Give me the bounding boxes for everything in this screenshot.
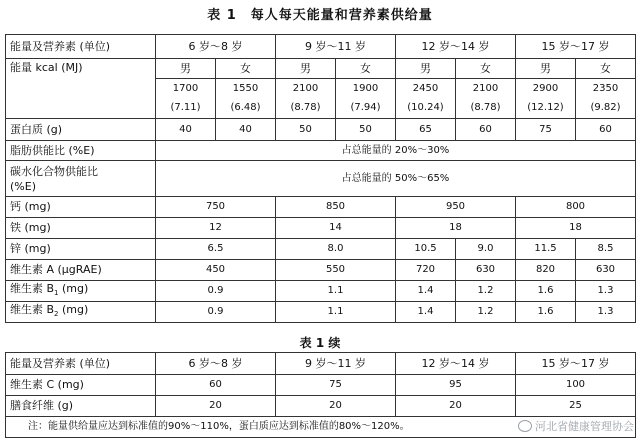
kcal-cell: 2900 bbox=[516, 79, 576, 99]
vitb1-cell: 1.6 bbox=[516, 281, 576, 302]
carb-label-line2: (%E) bbox=[10, 179, 36, 193]
sex-cell: 男 bbox=[276, 59, 336, 79]
protein-cell: 40 bbox=[156, 119, 216, 141]
fat-value: 占总能量的 20%～30% bbox=[156, 141, 636, 161]
vitb1-label bbox=[6, 281, 156, 302]
protein-label: 蛋白质 (g) bbox=[6, 119, 156, 141]
fiber-cell: 20 bbox=[396, 396, 516, 417]
sex-cell: 女 bbox=[576, 59, 636, 79]
zinc-cell: 6.5 bbox=[156, 239, 276, 260]
t2-age-group-3: 12 岁～14 岁 bbox=[396, 353, 516, 375]
wechat-icon bbox=[518, 420, 532, 432]
fiber-label: 膳食纤维 (g) bbox=[6, 396, 156, 417]
vitb2-cell: 1.2 bbox=[456, 302, 516, 323]
vita-row bbox=[6, 260, 636, 281]
vitb2-cell: 1.1 bbox=[276, 302, 396, 323]
header-row bbox=[6, 35, 636, 59]
vitb1-row bbox=[6, 281, 636, 302]
zinc-cell: 8.0 bbox=[276, 239, 396, 260]
kcal-cell: 2100 bbox=[456, 79, 516, 99]
age-group-1: 6 岁～8 岁 bbox=[156, 35, 276, 59]
vitb1-cell: 1.4 bbox=[396, 281, 456, 302]
energy-label: 能量 kcal (MJ) bbox=[6, 59, 156, 119]
sex-row bbox=[6, 59, 636, 79]
kcal-cell: 1900 bbox=[336, 79, 396, 99]
t2-header-row bbox=[6, 353, 636, 375]
carb-row bbox=[6, 161, 636, 197]
kcal-cell: 2450 bbox=[396, 79, 456, 99]
table-number: 表 1 bbox=[207, 8, 237, 23]
fat-label: 脂肪供能比 (%E) bbox=[6, 141, 156, 161]
vita-label: 维生素 A (μgRAE) bbox=[6, 260, 156, 281]
kcal-cell: 2350 bbox=[576, 79, 636, 99]
calcium-cell: 750 bbox=[156, 197, 276, 218]
watermark-text: 河北省健康管理协会 bbox=[535, 420, 634, 433]
calcium-label: 钙 (mg) bbox=[6, 197, 156, 218]
sex-cell: 女 bbox=[216, 59, 276, 79]
vitc-row bbox=[6, 375, 636, 396]
mj-cell: (10.24) bbox=[396, 99, 456, 119]
t2-header-label: 能量及营养素 (单位) bbox=[6, 353, 156, 375]
sex-cell: 男 bbox=[396, 59, 456, 79]
sex-cell: 男 bbox=[156, 59, 216, 79]
table-title-text: 每人每天能量和营养素供给量 bbox=[250, 8, 433, 23]
iron-cell: 14 bbox=[276, 218, 396, 239]
watermark bbox=[518, 418, 634, 434]
mj-cell: (8.78) bbox=[456, 99, 516, 119]
carb-label bbox=[6, 161, 156, 197]
sex-cell: 女 bbox=[336, 59, 396, 79]
mj-cell: (7.94) bbox=[336, 99, 396, 119]
vitb1-cell: 0.9 bbox=[156, 281, 276, 302]
protein-cell: 75 bbox=[516, 119, 576, 141]
table-continued-title: 表 1 续 bbox=[299, 336, 341, 350]
vitb2-label bbox=[6, 302, 156, 323]
calcium-cell: 800 bbox=[516, 197, 636, 218]
vitb2-cell: 1.3 bbox=[576, 302, 636, 323]
protein-cell: 40 bbox=[216, 119, 276, 141]
mj-cell: (8.78) bbox=[276, 99, 336, 119]
iron-label: 铁 (mg) bbox=[6, 218, 156, 239]
vitc-cell: 95 bbox=[396, 375, 516, 396]
age-group-3: 12 岁～14 岁 bbox=[396, 35, 516, 59]
vitb2-cell: 0.9 bbox=[156, 302, 276, 323]
mj-cell: (6.48) bbox=[216, 99, 276, 119]
iron-row bbox=[6, 218, 636, 239]
carb-value: 占总能量的 50%～65% bbox=[156, 161, 636, 197]
vitb1-cell: 1.1 bbox=[276, 281, 396, 302]
sex-cell: 男 bbox=[516, 59, 576, 79]
vita-cell: 630 bbox=[576, 260, 636, 281]
protein-cell: 60 bbox=[576, 119, 636, 141]
t2-age-group-2: 9 岁～11 岁 bbox=[276, 353, 396, 375]
vitb2-subscript: 2 bbox=[54, 310, 59, 319]
kcal-cell: 1550 bbox=[216, 79, 276, 99]
calcium-cell: 950 bbox=[396, 197, 516, 218]
zinc-cell: 8.5 bbox=[576, 239, 636, 260]
mj-cell: (7.11) bbox=[156, 99, 216, 119]
vita-cell: 820 bbox=[516, 260, 576, 281]
calcium-row bbox=[6, 197, 636, 218]
protein-row bbox=[6, 119, 636, 141]
vitb1-subscript: 1 bbox=[54, 289, 59, 298]
vitb1-cell: 1.2 bbox=[456, 281, 516, 302]
calcium-cell: 850 bbox=[276, 197, 396, 218]
vitb2-unit: (mg) bbox=[58, 302, 89, 316]
protein-cell: 50 bbox=[336, 119, 396, 141]
vitb2-row bbox=[6, 302, 636, 323]
vitb2-label-text: 维生素 B bbox=[10, 302, 55, 316]
carb-label-line1: 碳水化合物供能比 bbox=[10, 164, 98, 178]
vitc-cell: 60 bbox=[156, 375, 276, 396]
protein-cell: 65 bbox=[396, 119, 456, 141]
vitb1-label-text: 维生素 B bbox=[10, 281, 55, 295]
vitc-label: 维生素 C (mg) bbox=[6, 375, 156, 396]
mj-cell: (12.12) bbox=[516, 99, 576, 119]
vitb1-unit: (mg) bbox=[58, 281, 89, 295]
vita-cell: 550 bbox=[276, 260, 396, 281]
vitb2-cell: 1.4 bbox=[396, 302, 456, 323]
protein-cell: 50 bbox=[276, 119, 336, 141]
sex-cell: 女 bbox=[456, 59, 516, 79]
zinc-label: 锌 (mg) bbox=[6, 239, 156, 260]
age-group-4: 15 岁～17 岁 bbox=[516, 35, 636, 59]
vitc-cell: 75 bbox=[276, 375, 396, 396]
vitb2-cell: 1.6 bbox=[516, 302, 576, 323]
vitc-cell: 100 bbox=[516, 375, 636, 396]
zinc-row bbox=[6, 239, 636, 260]
t2-age-group-4: 15 岁～17 岁 bbox=[516, 353, 636, 375]
age-group-2: 9 岁～11 岁 bbox=[276, 35, 396, 59]
vita-cell: 720 bbox=[396, 260, 456, 281]
fiber-row bbox=[6, 396, 636, 417]
fiber-cell: 25 bbox=[516, 396, 636, 417]
header-label: 能量及营养素 (单位) bbox=[6, 35, 156, 59]
iron-cell: 12 bbox=[156, 218, 276, 239]
table-title bbox=[0, 4, 640, 23]
t2-age-group-1: 6 岁～8 岁 bbox=[156, 353, 276, 375]
kcal-cell: 2100 bbox=[276, 79, 336, 99]
iron-cell: 18 bbox=[516, 218, 636, 239]
fiber-cell: 20 bbox=[156, 396, 276, 417]
zinc-cell: 10.5 bbox=[396, 239, 456, 260]
vitb1-cell: 1.3 bbox=[576, 281, 636, 302]
fiber-cell: 20 bbox=[276, 396, 396, 417]
table-note: 注：能量供给量应达到标准值的90%～110%，蛋白质应达到标准值的80%～120%。 bbox=[6, 417, 636, 438]
vita-cell: 630 bbox=[456, 260, 516, 281]
mj-cell: (9.82) bbox=[576, 99, 636, 119]
iron-cell: 18 bbox=[396, 218, 516, 239]
vita-cell: 450 bbox=[156, 260, 276, 281]
protein-cell: 60 bbox=[456, 119, 516, 141]
zinc-cell: 11.5 bbox=[516, 239, 576, 260]
nutrition-table bbox=[5, 34, 636, 323]
kcal-cell: 1700 bbox=[156, 79, 216, 99]
fat-row bbox=[6, 141, 636, 161]
zinc-cell: 9.0 bbox=[456, 239, 516, 260]
